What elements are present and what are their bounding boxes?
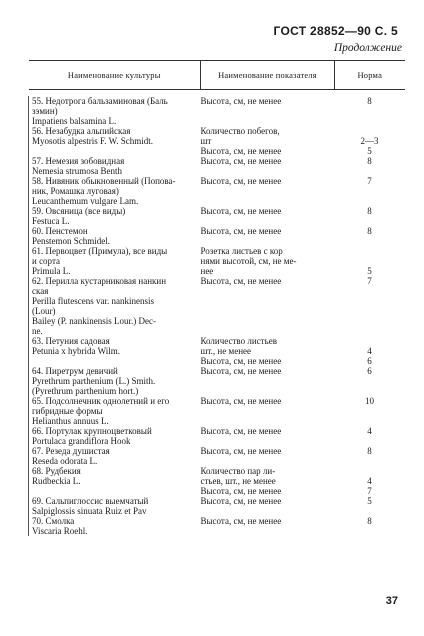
crop-cell-line: 55. Недотрога бальзаминовая (Баль bbox=[32, 96, 168, 106]
norm-cell-line: 7 bbox=[367, 176, 372, 186]
norm-cell bbox=[335, 276, 405, 336]
crop-cell-line: зэмин) bbox=[32, 106, 58, 116]
indicator-cell-line: шт bbox=[200, 136, 212, 146]
crop-cell bbox=[29, 496, 201, 516]
indicator-cell-line: Высота, см, не менее bbox=[200, 276, 282, 286]
document-code: ГОСТ 28852—90 С. 5 bbox=[273, 24, 398, 38]
norm-cell-line: 4 bbox=[367, 476, 372, 486]
crop-cell-line: Salpiglossis sinuata Ruiz et Pav bbox=[32, 506, 147, 516]
table-row bbox=[29, 206, 405, 226]
crop-cell-line: 67. Резеда душистая bbox=[32, 446, 110, 456]
crop-cell bbox=[29, 246, 201, 276]
indicator-cell-line: нями высотой, см, не ме- bbox=[200, 256, 297, 266]
crop-cell-line: 70. Смолка bbox=[32, 516, 75, 526]
continuation-label: Продолжение bbox=[333, 42, 402, 54]
indicator-cell bbox=[201, 366, 335, 396]
table-row bbox=[29, 126, 405, 156]
norm-cell-line bbox=[335, 466, 405, 476]
table-row bbox=[29, 466, 405, 496]
table-row bbox=[29, 226, 405, 246]
norm-cell-line: 6 bbox=[367, 366, 372, 376]
norm-cell bbox=[335, 466, 405, 496]
crop-cell-line: 63. Петуния садовая bbox=[32, 336, 110, 346]
table-header-row bbox=[29, 61, 405, 90]
crop-cell-line: гибридные формы bbox=[32, 406, 103, 416]
norm-cell bbox=[335, 226, 405, 246]
norm-cell-line: 8 bbox=[367, 446, 372, 456]
norm-cell bbox=[335, 446, 405, 466]
indicator-cell bbox=[201, 206, 335, 226]
indicator-cell-line: Высота, см, не менее bbox=[200, 486, 282, 496]
norm-cell-line: 7 bbox=[367, 486, 372, 496]
crop-cell-line: 56. Незабудка альпийская bbox=[32, 126, 131, 136]
norm-cell-line: 5 bbox=[367, 146, 372, 156]
norm-cell-line: 7 bbox=[367, 276, 372, 286]
crop-cell-line: Primula L. bbox=[32, 266, 71, 276]
crop-cell bbox=[29, 96, 201, 126]
norm-cell-line: 4 bbox=[367, 346, 372, 356]
crop-cell-line: (Pyrethrum parthenium hort.) bbox=[32, 386, 139, 396]
crop-cell-line: Reseda odorata L. bbox=[32, 456, 98, 466]
crop-cell-line: Myosotis alpestris F. W. Schmidt. bbox=[32, 136, 154, 146]
norm-cell bbox=[335, 126, 405, 156]
norm-cell-line: 8 bbox=[367, 516, 372, 526]
crop-cell-line: Pyrethrum parthenium (L.) Smith. bbox=[32, 376, 156, 386]
crop-cell bbox=[29, 396, 201, 426]
indicator-cell bbox=[201, 126, 335, 156]
indicator-cell-line: Высота, см, не менее bbox=[200, 206, 282, 216]
norm-cell bbox=[335, 426, 405, 446]
indicator-cell bbox=[201, 446, 335, 466]
crop-cell-line: Rudbeckia L. bbox=[32, 476, 81, 486]
indicator-cell-line: Количество побегов, bbox=[200, 126, 280, 136]
crop-cell bbox=[29, 206, 201, 226]
indicator-cell bbox=[201, 246, 335, 276]
indicator-cell-line: Высота, см, не менее bbox=[200, 516, 282, 526]
indicator-cell-line: Высота, см, не менее bbox=[200, 356, 282, 366]
indicator-cell-line: нее bbox=[200, 266, 214, 276]
table-row bbox=[29, 246, 405, 276]
norm-cell bbox=[335, 496, 405, 516]
norm-cell bbox=[335, 396, 405, 426]
crop-cell-line: ская bbox=[32, 286, 49, 296]
crop-cell-line: Penstemon Schmidel. bbox=[32, 236, 110, 246]
crop-cell bbox=[29, 126, 201, 156]
norm-cell-line: 5 bbox=[367, 266, 372, 276]
indicator-cell bbox=[201, 426, 335, 446]
norm-cell bbox=[335, 516, 405, 536]
crop-cell-line: 62. Перилла кустарниковая нанкин bbox=[32, 276, 167, 286]
norm-cell-line: 6 bbox=[367, 356, 372, 366]
crop-cell bbox=[29, 516, 201, 536]
norm-cell-line: 8 bbox=[367, 226, 372, 236]
indicator-cell bbox=[201, 466, 335, 496]
norm-cell bbox=[335, 246, 405, 276]
indicator-cell-line: Высота, см, не менее bbox=[200, 366, 282, 376]
norm-cell-line: 2—3 bbox=[360, 136, 379, 146]
indicator-cell-line: Количество листьев bbox=[200, 336, 277, 346]
crop-cell-line: ник, Ромашка луговая) bbox=[32, 186, 119, 196]
crop-cell-line: 59. Овсяница (все виды) bbox=[32, 206, 126, 216]
norm-cell-line bbox=[335, 126, 405, 136]
crop-cell-line: Bailey (P. nankinensis Lour.) Dec- bbox=[32, 316, 156, 326]
norm-cell bbox=[335, 366, 405, 396]
column-header-norm: Норма bbox=[335, 61, 405, 90]
norm-cell-line bbox=[335, 246, 405, 256]
norm-cell-line: 4 bbox=[367, 426, 372, 436]
norm-cell-line: 8 bbox=[367, 96, 372, 106]
norm-cell-line bbox=[335, 256, 405, 266]
table-row bbox=[29, 336, 405, 366]
crop-cell-line: 66. Портулак крупноцветковый bbox=[32, 426, 152, 436]
crop-cell-line: и сорта bbox=[32, 256, 60, 266]
indicator-cell-line: Высота, см, не менее bbox=[200, 396, 282, 406]
crop-cell-line: 61. Первоцвет (Примула), все виды bbox=[32, 246, 168, 256]
crop-cell-line: Festuca L. bbox=[32, 216, 70, 226]
indicator-cell-line: Розетка листьев с кор bbox=[200, 246, 283, 256]
crop-cell-line: ne. bbox=[32, 326, 43, 336]
crop-cell-line: Leucanthemum vulgare Lam. bbox=[32, 196, 139, 206]
norm-cell bbox=[335, 336, 405, 366]
page-number: 37 bbox=[385, 595, 398, 607]
crop-cell-line: 58. Нивяник обыкновенный (Попова- bbox=[32, 176, 176, 186]
indicator-cell bbox=[201, 396, 335, 426]
crop-cell-line: Helianthus annuus L. bbox=[32, 416, 109, 426]
norm-cell bbox=[335, 96, 405, 126]
indicator-cell bbox=[201, 96, 335, 126]
indicator-cell-line: Высота, см, не менее bbox=[200, 426, 282, 436]
indicator-cell-line: Высота, см, не менее bbox=[200, 156, 282, 166]
crop-cell-line: 69. Сальпиглоссис выемчатый bbox=[32, 496, 149, 506]
indicator-cell-line: Высота, см, не менее bbox=[200, 226, 282, 236]
indicator-cell-line: стьев, шт., не менее bbox=[200, 476, 276, 486]
crop-cell bbox=[29, 176, 201, 206]
table-row bbox=[29, 96, 405, 126]
norm-cell-line: 5 bbox=[367, 496, 372, 506]
indicator-cell bbox=[201, 176, 335, 206]
crop-cell-line: 57. Немезия зобовидная bbox=[32, 156, 125, 166]
crop-cell bbox=[29, 336, 201, 366]
table-row bbox=[29, 396, 405, 426]
indicator-cell bbox=[201, 496, 335, 516]
crop-cell-line: 60. Пенстемон bbox=[32, 226, 88, 236]
table-row bbox=[29, 276, 405, 336]
crop-cell-line: (Lour) bbox=[32, 306, 56, 316]
table-row bbox=[29, 426, 405, 446]
crop-cell-line: 65. Подсолнечник однолетний и его bbox=[32, 396, 170, 406]
crop-table bbox=[28, 60, 404, 536]
crop-cell-line: 68. Рудбекия bbox=[32, 466, 81, 476]
indicator-cell-line: Высота, см, не менее bbox=[200, 146, 282, 156]
crop-cell bbox=[29, 466, 201, 496]
indicator-cell bbox=[201, 156, 335, 176]
crop-cell bbox=[29, 366, 201, 396]
crop-cell bbox=[29, 426, 201, 446]
table-row bbox=[29, 496, 405, 516]
crop-cell bbox=[29, 226, 201, 246]
column-header-crop: Наименование культуры bbox=[29, 61, 201, 90]
crop-cell-line: Perilla flutescens var. nankinensis bbox=[32, 296, 154, 306]
indicator-cell-line: Высота, см, не менее bbox=[200, 496, 282, 506]
indicator-cell bbox=[201, 336, 335, 366]
table-row bbox=[29, 446, 405, 466]
norm-cell-line: 8 bbox=[367, 206, 372, 216]
norm-cell bbox=[335, 176, 405, 206]
crop-cell bbox=[29, 276, 201, 336]
crop-cell bbox=[29, 156, 201, 176]
indicator-cell-line: Количество пар ли- bbox=[200, 466, 276, 476]
crop-cell-line: Petunia x hybrida Wilm. bbox=[32, 346, 120, 356]
column-header-indicator: Наименование показателя bbox=[201, 61, 335, 90]
crop-cell-line: 64. Пиретрум девичий bbox=[32, 366, 118, 376]
crop-cell bbox=[29, 446, 201, 466]
norm-cell bbox=[335, 206, 405, 226]
table-row bbox=[29, 156, 405, 176]
indicator-cell-line: Высота, см, не менее bbox=[200, 176, 282, 186]
norm-cell bbox=[335, 156, 405, 176]
indicator-cell-line: шт., не менее bbox=[200, 346, 251, 356]
indicator-cell bbox=[201, 276, 335, 336]
crop-cell-line: Portulaca grandiflora Hook bbox=[32, 436, 131, 446]
table-row bbox=[29, 516, 405, 536]
crop-cell-line: Viscaria Roehl. bbox=[32, 526, 88, 536]
crop-cell-line: Impatiens balsamina L. bbox=[32, 116, 117, 126]
indicator-cell bbox=[201, 516, 335, 536]
norm-cell-line: 10 bbox=[365, 396, 374, 406]
indicator-cell-line: Высота, см, не менее bbox=[200, 446, 282, 456]
table-body bbox=[29, 90, 405, 537]
indicator-cell-line: Высота, см, не менее bbox=[200, 96, 282, 106]
norms-table bbox=[28, 60, 405, 536]
indicator-cell bbox=[201, 226, 335, 246]
table-row bbox=[29, 366, 405, 396]
norm-cell-line: 8 bbox=[367, 156, 372, 166]
crop-cell-line: Nemesia strumosa Benth bbox=[32, 166, 122, 176]
table-row bbox=[29, 176, 405, 206]
norm-cell-line bbox=[335, 336, 405, 346]
